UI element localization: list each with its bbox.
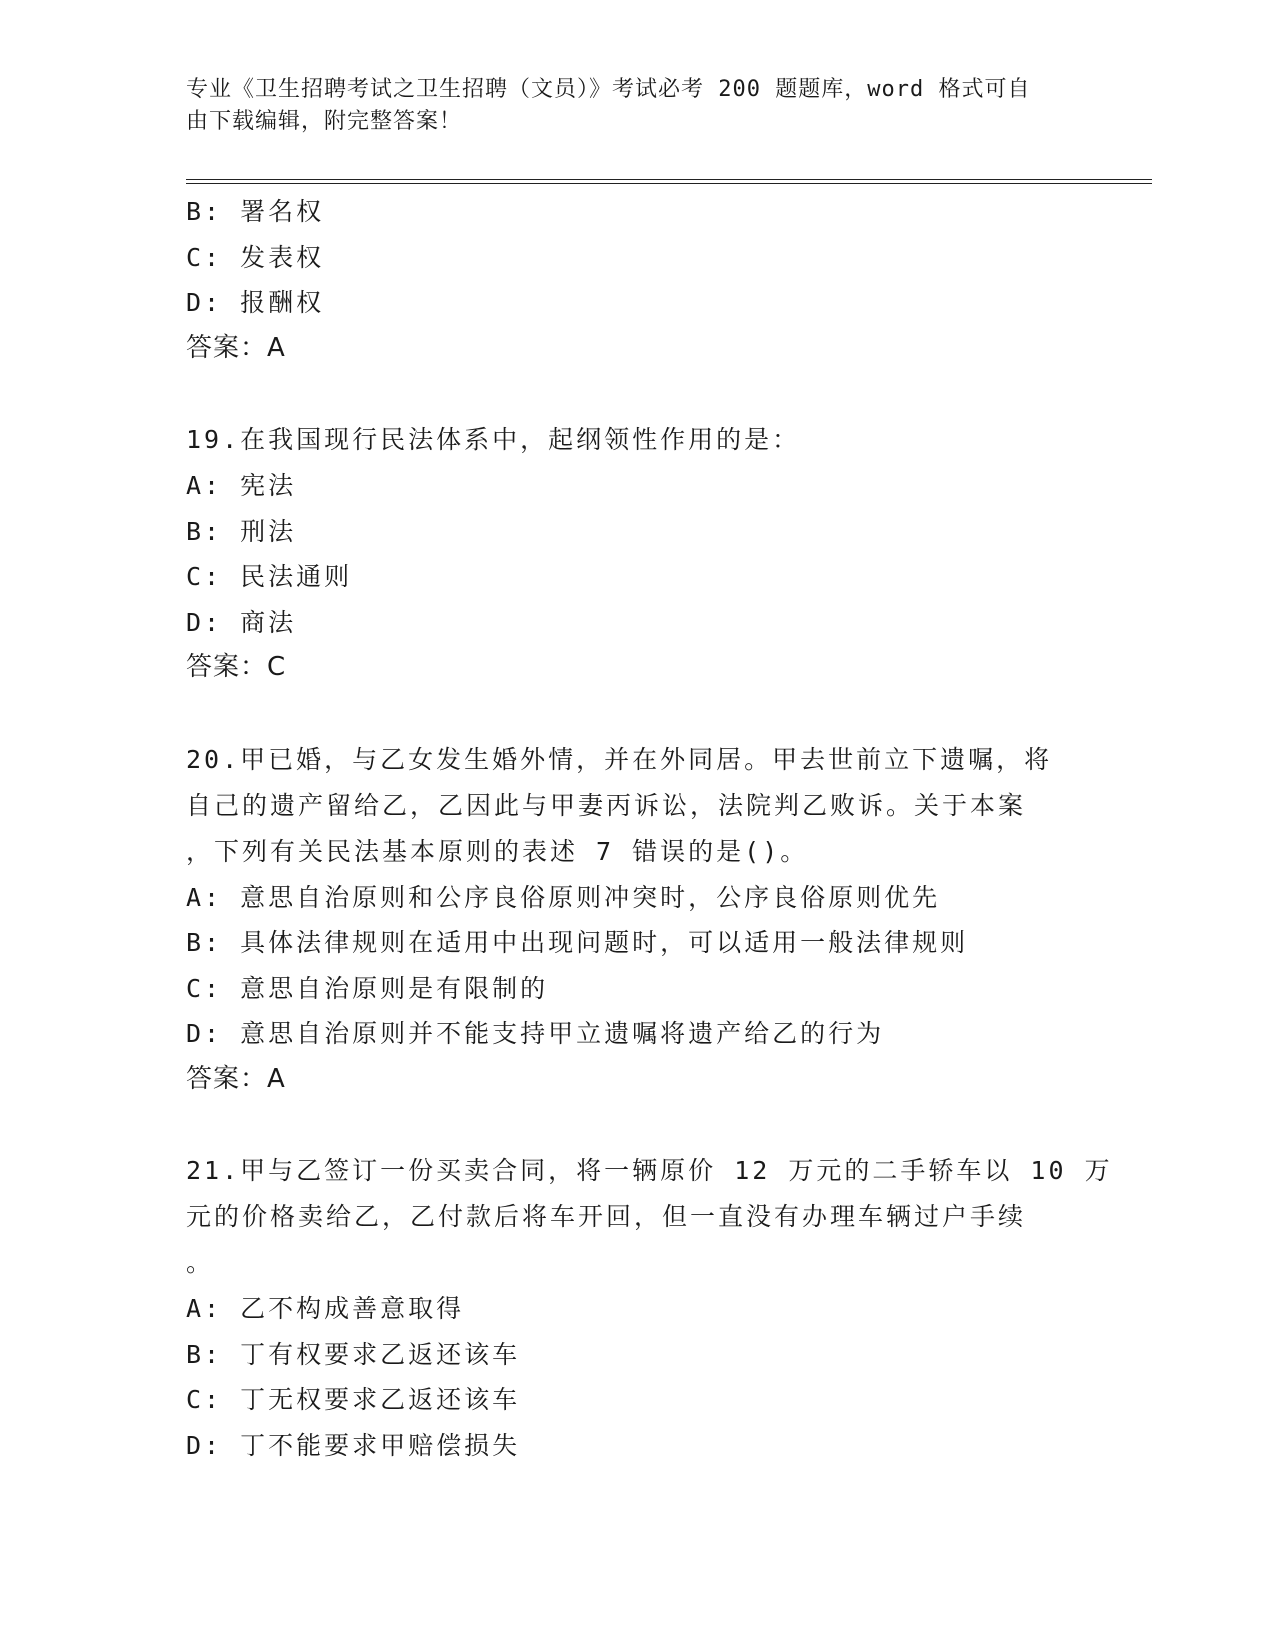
option-b: B: 署名权 — [186, 197, 325, 226]
option-d: D: 意思自治原则并不能支持甲立遗嘱将遗产给乙的行为 — [186, 1019, 885, 1048]
header-divider-top — [186, 179, 1152, 180]
option-a: A: 宪法 — [186, 471, 297, 500]
option-a: A: 意思自治原则和公序良俗原则冲突时，公序良俗原则优先 — [186, 882, 941, 912]
option-d: D: 报酬权 — [186, 288, 325, 317]
option-b: B: 具体法律规则在适用中出现问题时，可以适用一般法律规则 — [186, 928, 969, 957]
option-b: B: 丁有权要求乙返还该车 — [186, 1339, 521, 1369]
question-stem: 19.在我国现行民法体系中，起纲领性作用的是： — [186, 425, 801, 454]
question-stem: 元的价格卖给乙，乙付款后将车开回，但一直没有办理车辆过户手续 — [186, 1202, 1027, 1231]
question-21 — [186, 1148, 1113, 1468]
option-c: C: 发表权 — [186, 242, 325, 272]
question-stem: 。 — [186, 1248, 215, 1277]
answer-line: 答案：A — [186, 332, 286, 363]
option-c: C: 丁无权要求乙返还该车 — [186, 1385, 521, 1414]
question-19 — [186, 417, 1086, 691]
header-divider-bottom — [186, 183, 1152, 184]
option-a: A: 乙不构成善意取得 — [186, 1294, 465, 1323]
page-header — [186, 74, 1066, 138]
option-c: C: 民法通则 — [186, 562, 353, 591]
answer-line: 答案：C — [186, 652, 287, 682]
header-line-1: 专业《卫生招聘考试之卫生招聘（文员）》考试必考 200 题题库，word 格式可自 — [186, 77, 1031, 102]
header-line-2: 由下载编辑，附完整答案！ — [186, 109, 463, 134]
option-d: D: 商法 — [186, 607, 297, 637]
question-20 — [186, 737, 1086, 1103]
question-stem: 21.甲与乙签订一份买卖合同，将一辆原价 12 万元的二手轿车以 10 万 — [186, 1156, 1113, 1185]
prev-question-block — [186, 189, 1086, 371]
option-b: B: 刑法 — [186, 516, 297, 546]
option-c: C: 意思自治原则是有限制的 — [186, 973, 549, 1003]
answer-line: 答案：A — [186, 1063, 286, 1094]
document-body — [186, 189, 1113, 1468]
option-d: D: 丁不能要求甲赔偿损失 — [186, 1430, 521, 1460]
question-stem: 自己的遗产留给乙，乙因此与甲妻丙诉讼，法院判乙败诉。关于本案 — [186, 790, 1027, 820]
question-stem: ，下列有关民法基本原则的表述 7 错误的是()。 — [186, 836, 809, 866]
question-stem: 20.甲已婚，与乙女发生婚外情，并在外同居。甲去世前立下遗嘱，将 — [186, 744, 1053, 774]
